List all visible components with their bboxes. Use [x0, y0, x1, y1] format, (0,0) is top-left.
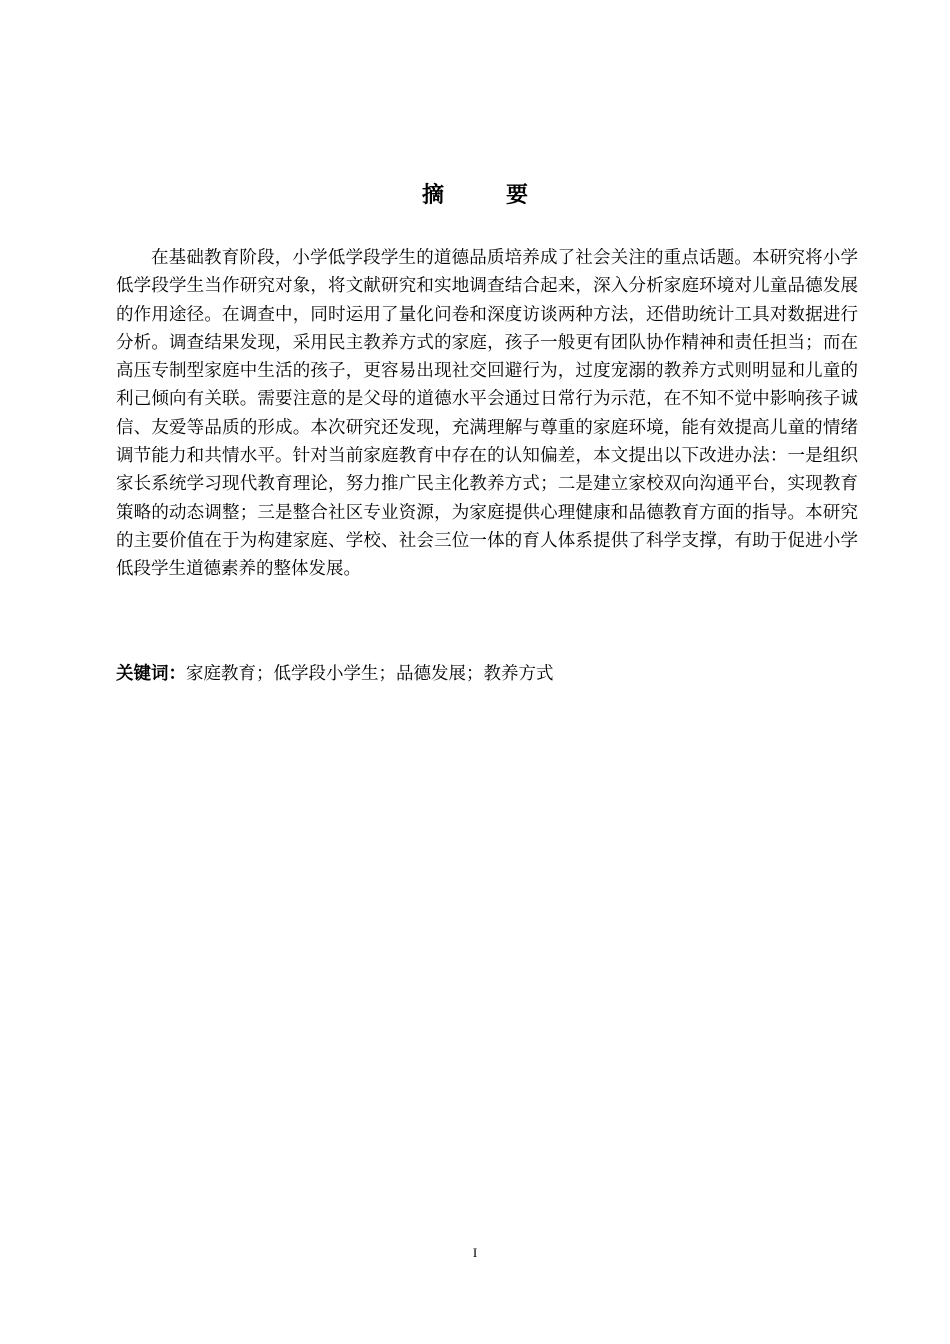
page-number: I — [472, 1245, 478, 1260]
keywords-line — [116, 660, 858, 688]
keywords-text: 家庭教育；低学段小学生；品德发展；教养方式 — [186, 664, 554, 684]
abstract-paragraph: 在基础教育阶段，小学低学段学生的道德品质培养成了社会关注的重点话题。本研究将小学低学段学生当作研究对象，将文献研究和实地调查结合起来，深入分析家庭环境对儿童品德发展的作用途径。在调查中，同时运用了量化问卷和深度访谈两种方法，还借助统计工具对数据进行分析。调查结果发现，采用民主教养方式的家庭，孩子一般更有团队协作精神和责任担当；而在高压专制型家庭中生活的孩子，更容易出现社交回避行为，过度宠溺的教养方式则明显和儿童的利己倾向有关联。需要注意的是父母的道德水平会通过日常行为示范，在不知不觉中影响孩子诚信、友爱等品质的形成。本次研究还发现，充满理解与尊重的家庭环境，能有效提高儿童的情绪调节能力和共情水平。针对当前家庭教育中存在的认知偏差，本文提出以下改进办法：一是组织家长系统学习现代教育理论，努力推广民主化教养方式；二是建立家校双向沟通平台，实现教育策略的动态调整；三是整合社区专业资源，为家庭提供心理健康和品德教育方面的指导。本研究的主要价值在于为构建家庭、学校、社会三位一体的育人体系提供了科学支撑，有助于促进小学低段学生道德素养的整体发展。 — [116, 248, 858, 580]
keywords-label: 关键词： — [116, 664, 186, 684]
abstract-title: 摘 要 — [421, 182, 548, 208]
